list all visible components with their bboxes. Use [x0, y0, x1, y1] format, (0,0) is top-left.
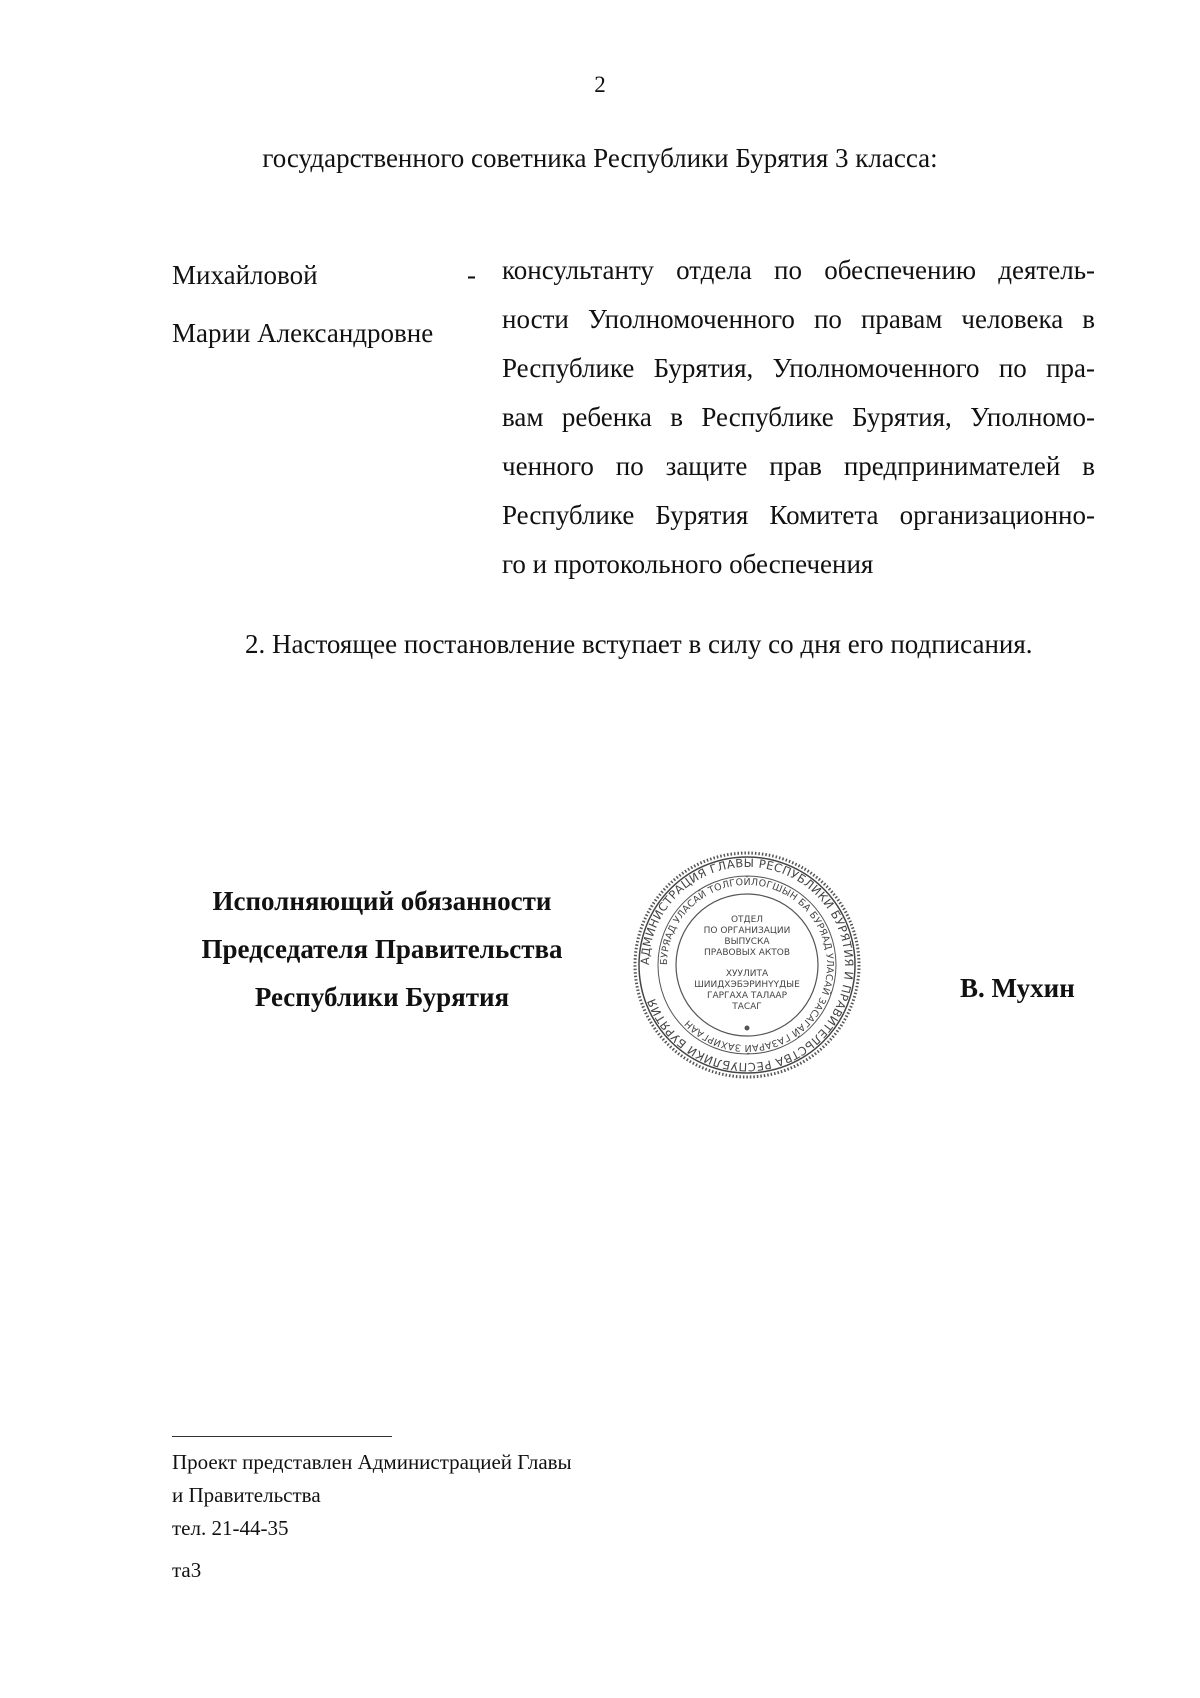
seal-center-line: ПРАВОВЫХ АКТОВ: [703, 948, 791, 958]
footnote-line: Проект представлен Администрацией Главы: [172, 1450, 572, 1474]
seal-center-line: ВЫПУСКА: [724, 937, 770, 947]
position-line: го и протокольного обеспечения: [502, 549, 874, 579]
signer-name: В. Мухин: [960, 973, 1075, 1003]
seal-center-line: ШИИДХЭБЭРИНҮҮДЫЕ: [694, 980, 800, 990]
appointee-given-names: Марии Александровне: [172, 318, 434, 348]
clause-2: 2. Настоящее постановление вступает в силу со дня его подписания.: [245, 629, 1033, 659]
footnote-line: и Правительства: [172, 1483, 321, 1507]
svg-text:АДМИНИСТРАЦИЯ ГЛАВЫ РЕСПУБЛИКИ: [638, 856, 856, 1074]
footnote-phone: тел. 21-44-35: [172, 1516, 289, 1540]
signer-title: [168, 877, 596, 1021]
signer-title-line: Республики Бурятия: [254, 982, 510, 1012]
footnote-divider: [172, 1436, 392, 1437]
page-number: 2: [594, 72, 606, 97]
seal-center-line: ГАРГАХА ТАЛААР: [706, 991, 788, 1001]
seal-center-line: ХУУЛИТА: [725, 969, 769, 979]
name-dash: -: [467, 260, 476, 290]
seal-outer-text: АДМИНИСТРАЦИЯ ГЛАВЫ РЕСПУБЛИКИ БУРЯТИЯ И ПРАВИТЕЛЬСТВА РЕСПУБЛИКИ БУРЯТИЯ: [637, 855, 857, 1075]
seal-center-line: ТАСАГ: [732, 1002, 762, 1012]
signer-title-line: Исполняющий обязанности: [212, 886, 552, 916]
appointee-name: [172, 246, 472, 362]
position-line: консультанту отдела по обеспечению деятель-: [502, 255, 1095, 285]
position-line: вам ребенка в Республике Бурятия, Уполномо-: [502, 402, 1095, 432]
seal-star-icon: [745, 1026, 750, 1031]
appointee-surname: Михайловой: [172, 260, 318, 290]
appointee-position: [502, 246, 1095, 589]
position-line: Республике Бурятия, Уполномоченного по пра-: [502, 353, 1095, 383]
document-code: та3: [172, 1558, 202, 1582]
official-seal: [632, 850, 862, 1080]
seal-inner-text: БУРЯАД УЛАСАЙ ТОЛГОЙЛОГШЫН БА БУРЯАД УЛАСАЙ ЗАСАГАЙ ГАЗАРАЙ ЗАХИРГААН: [658, 876, 836, 1054]
seal-center-line: ОТДЕЛ: [730, 915, 764, 925]
rank-heading: государственного советника Республики Бурятия 3 класса:: [262, 143, 938, 173]
signer-title-line: Председателя Правительства: [201, 934, 563, 964]
footnote: [172, 1446, 572, 1545]
seal-center-line: ПО ОРГАНИЗАЦИИ: [703, 926, 791, 936]
position-line: ности Уполномоченного по правам человека в: [502, 304, 1095, 334]
position-line: ченного по защите прав предпринимателей в: [502, 451, 1095, 481]
position-line: Республике Бурятия Комитета организационно-: [502, 500, 1095, 530]
